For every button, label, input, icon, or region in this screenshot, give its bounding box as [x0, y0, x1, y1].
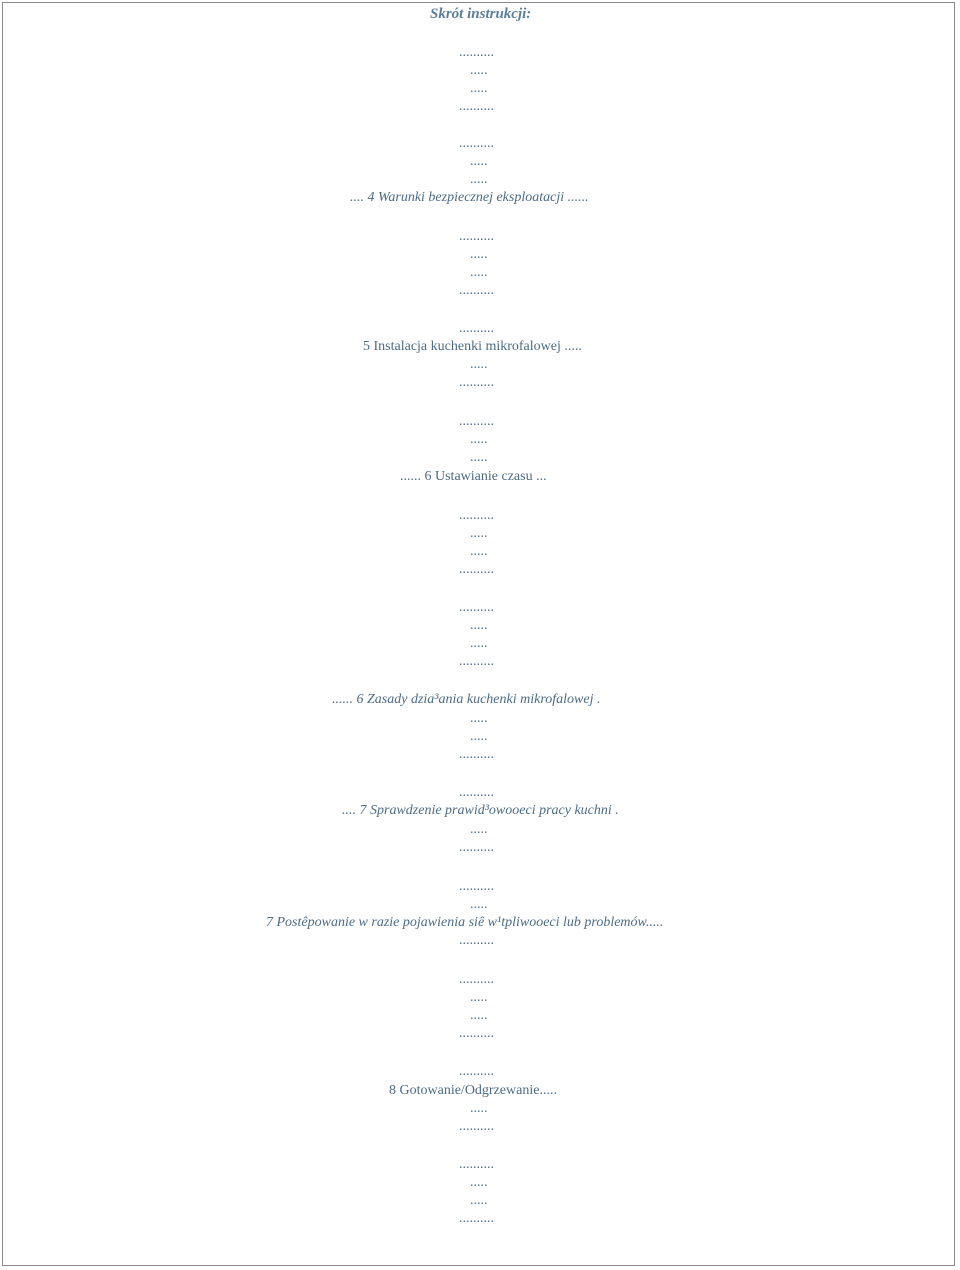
dot-leader: ..........	[459, 972, 494, 987]
dot-leader: ..........	[459, 654, 494, 669]
toc-entry: .... 4 Warunki bezpiecznej eksploatacji ......	[350, 190, 589, 205]
dot-leader: ..........	[459, 879, 494, 894]
dot-leader: .....	[470, 526, 488, 541]
dot-leader: ..........	[459, 375, 494, 390]
dot-leader: .....	[470, 544, 488, 559]
page-title: Skrót instrukcji:	[430, 6, 532, 22]
toc-entry: 8 Gotowanie/Odgrzewanie.....	[389, 1083, 557, 1098]
toc-entry: 7 Postêpowanie w razie pojawienia siê w¹tpliwooeci lub problemów.....	[266, 915, 664, 930]
dot-leader: .....	[470, 357, 488, 372]
dot-leader: .....	[470, 729, 488, 744]
dot-leader: ..........	[459, 1211, 494, 1226]
dot-leader: .....	[470, 897, 488, 912]
dot-leader: ..........	[459, 321, 494, 336]
dot-leader: .....	[470, 247, 488, 262]
dot-leader: .....	[470, 432, 488, 447]
dot-leader: ..........	[459, 600, 494, 615]
dot-leader: ..........	[459, 99, 494, 114]
dot-leader: .....	[470, 63, 488, 78]
dot-leader: ..........	[459, 562, 494, 577]
dot-leader: ..........	[459, 45, 494, 60]
dot-leader: .....	[470, 81, 488, 96]
toc-entry: 5 Instalacja kuchenki mikrofalowej .....	[363, 339, 582, 354]
dot-leader: ..........	[459, 1119, 494, 1134]
dot-leader: ..........	[459, 840, 494, 855]
toc-entry: .... 7 Sprawdzenie prawid³owooeci pracy kuchni .	[342, 803, 619, 818]
dot-leader: .....	[470, 822, 488, 837]
dot-leader: .....	[470, 1101, 488, 1116]
dot-leader: .....	[470, 1008, 488, 1023]
dot-leader: ..........	[459, 785, 494, 800]
dot-leader: ..........	[459, 283, 494, 298]
dot-leader: .....	[470, 990, 488, 1005]
dot-leader: ..........	[459, 508, 494, 523]
dot-leader: .....	[470, 636, 488, 651]
dot-leader: .....	[470, 1175, 488, 1190]
dot-leader: ..........	[459, 747, 494, 762]
dot-leader: .....	[470, 172, 488, 187]
dot-leader: .....	[470, 265, 488, 280]
dot-leader: ..........	[459, 1026, 494, 1041]
dot-leader: ..........	[459, 414, 494, 429]
dot-leader: ..........	[459, 136, 494, 151]
dot-leader: .....	[470, 1193, 488, 1208]
dot-leader: .....	[470, 154, 488, 169]
dot-leader: ..........	[459, 1064, 494, 1079]
dot-leader: ..........	[459, 933, 494, 948]
toc-entry: ...... 6 Zasady dzia³ania kuchenki mikrofalowej .	[332, 692, 601, 707]
dot-leader: .....	[470, 711, 488, 726]
dot-leader: .....	[470, 450, 488, 465]
dot-leader: .....	[470, 618, 488, 633]
dot-leader: ..........	[459, 229, 494, 244]
dot-leader: ..........	[459, 1157, 494, 1172]
toc-entry: ...... 6 Ustawianie czasu ...	[400, 469, 547, 484]
